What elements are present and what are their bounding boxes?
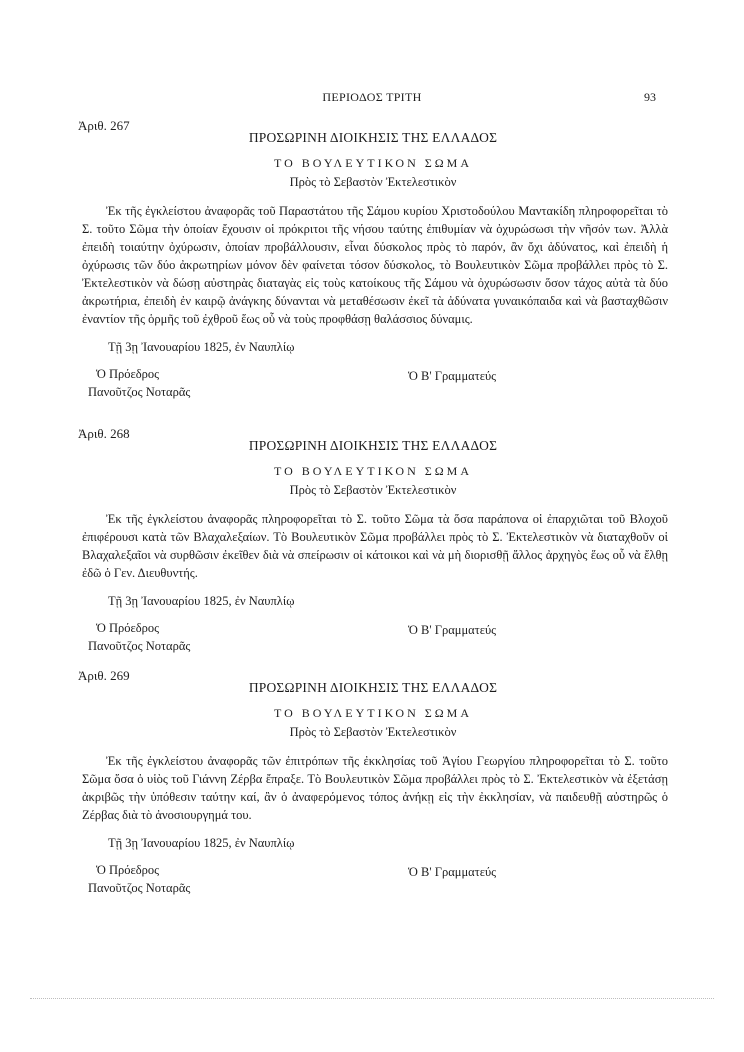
signature-block	[78, 365, 668, 405]
addressee: Πρὸς τὸ Σεβαστὸν Ἐκτελεστικὸν	[289, 175, 457, 189]
signer-role: Ὁ Πρόεδρος	[96, 863, 160, 877]
signature-secretary: Ὁ Β' Γραμματεύς	[408, 865, 497, 879]
signature-president	[88, 365, 190, 401]
document-number: Ἀριθ. 267	[78, 118, 130, 133]
signature-secretary: Ὁ Β' Γραμματεύς	[408, 369, 497, 383]
signer-role: Ὁ Πρόεδρος	[96, 367, 160, 381]
scan-edge-dots	[30, 998, 714, 999]
document-date: Τῇ 3ῃ Ἰανουαρίου 1825, ἐν Ναυπλίῳ	[108, 340, 295, 354]
signature-block	[78, 861, 668, 901]
signature-president	[88, 619, 190, 655]
signature-block	[78, 619, 668, 659]
signer-name: Πανοῦτζος Νοταρᾶς	[88, 385, 191, 399]
document-text: Ἐκ τῆς ἐγκλείστου ἀναφορᾶς πληροφορεῖται τὸ Σ. τοῦτο Σῶμα τὰ ὅσα παράπονα οἱ ἐπαρχιῶται τοῦ Βλοχοῦ ἐπιφέρουσι κατὰ τῶν Βλαχαλεξαίων. Τὸ Βουλευτικὸν Σῶμα προβάλλει πρὸς τὸ Σ. Ἐκτελεστικὸν νὰ διαταχθοῦν οἱ Βλαχαλεξαῖοι νὰ συρθῶσιν ἐκεῖθεν διὰ νὰ σπείρωσιν οἱ κάτοικοι καὶ νὰ μὴ διορισθῇ ἄλλος ἀρχηγὸς ἕως οὗ νὰ ἔλθῃ ἐδῶ ὁ Γεν. Διευθυντής.	[82, 512, 668, 580]
signer-role: Ὁ Πρόεδρος	[96, 621, 160, 635]
document-267	[78, 118, 668, 405]
document-text: Ἐκ τῆς ἐγκλείστου ἀναφορᾶς τοῦ Παραστάτου τῆς Σάμου κυρίου Χριστοδούλου Μαντακίδη πληροφορεῖται τὸ Σ. τοῦτο Σῶμα τὴν ὁποίαν ἔχουσιν οἱ πρόκριτοι τῆς νήσου ταύτης ἐπιθυμίαν νὰ ὀχυρώσωσι τὴν νῆσόν των. Ἀλλὰ ἐπειδὴ τοιαύτην ὀχύρωσιν, ὁποίαν προβάλλουσιν, εἶναι δύσκολος πρὸς τὸ παρόν, ἂν ὄχι ἀδύνατος, καὶ ἐπειδὴ ἡ ὀχύρωσις τῶν δύο ἀκρωτηρίων μόνον δὲν φαίνεται τόσον δύσκολος, τὸ Βουλευτικὸν Σῶμα προβάλλει πρὸς τὸ Σ. Ἐκτελεστικὸν νὰ δώσῃ αὐστηρὰς διαταγὰς εἰς τοὺς κατοίκους τῆς Σάμου νὰ ὀχυρώσωσιν ὅσον τάχος αὐτὰ τὰ δύο ἀκρωτήρια, ἐπειδὴ ἐν καιρῷ ἀνάγκης δύνανται νὰ μεταθέσωσιν ἐκεῖ τὰ ἀδύνατα γυναικόπαιδα καὶ νὰ βασταχθῶσιν ἐναντίον τῆς ὁρμῆς τοῦ ἐχθροῦ ἕως οὗ νὰ τοὺς προφθάσῃ θαλάσσιος δύναμις.	[82, 204, 668, 326]
document-heading: ΠΡΟΣΩΡΙΝΗ ΔΙΟΙΚΗΣΙΣ ΤΗΣ ΕΛΛΑΔΟΣ	[248, 438, 498, 453]
document-heading: ΠΡΟΣΩΡΙΝΗ ΔΙΟΙΚΗΣΙΣ ΤΗΣ ΕΛΛΑΔΟΣ	[248, 130, 498, 145]
document-number: Ἀριθ. 269	[78, 668, 130, 683]
document-text: Ἐκ τῆς ἐγκλείστου ἀναφορᾶς τῶν ἐπιτρόπων τῆς ἐκκλησίας τοῦ Ἁγίου Γεωργίου πληροφορεῖται τὸ Σ. τοῦτο Σῶμα ὅσα ὁ υἱὸς τοῦ Γιάννη Ζέρβα ἔπραξε. Τὸ Βουλευτικὸν Σῶμα προβάλλει πρὸς τὸ Σ. Ἐκτελεστικὸν νὰ ἐξετάσῃ ἀκριβῶς τὴν ὑπόθεσιν ταύτην καί, ἂν ὁ ἀναφερόμενος τόπος ἀνήκῃ εἰς τὴν ἐκκλησίαν, νὰ παιδευθῇ αὐστηρῶς ὁ Ζέρβας διὰ τὸ ἀνοσιουργημά του.	[82, 754, 668, 822]
document-date: Τῇ 3ῃ Ἰανουαρίου 1825, ἐν Ναυπλίῳ	[108, 594, 295, 608]
issuing-body: ΤΟ ΒΟΥΛΕΥΤΙΚΟΝ ΣΩΜΑ	[274, 706, 472, 720]
signature-president	[88, 861, 190, 897]
signature-secretary: Ὁ Β' Γραμματεύς	[408, 623, 497, 637]
addressee: Πρὸς τὸ Σεβαστὸν Ἐκτελεστικὸν	[289, 483, 457, 497]
signer-name: Πανοῦτζος Νοταρᾶς	[88, 639, 191, 653]
document-number: Ἀριθ. 268	[78, 426, 130, 441]
issuing-body: ΤΟ ΒΟΥΛΕΥΤΙΚΟΝ ΣΩΜΑ	[274, 464, 472, 478]
issuing-body: ΤΟ ΒΟΥΛΕΥΤΙΚΟΝ ΣΩΜΑ	[274, 156, 472, 170]
document-269	[78, 668, 668, 901]
running-head: ΠΕΡΙΟΔΟΣ ΤΡΙΤΗ	[322, 90, 422, 104]
addressee: Πρὸς τὸ Σεβαστὸν Ἐκτελεστικὸν	[289, 725, 457, 739]
page-number: 93	[644, 90, 656, 104]
document-date: Τῇ 3ῃ Ἰανουαρίου 1825, ἐν Ναυπλίῳ	[108, 836, 295, 850]
document-heading: ΠΡΟΣΩΡΙΝΗ ΔΙΟΙΚΗΣΙΣ ΤΗΣ ΕΛΛΑΔΟΣ	[248, 680, 498, 695]
signer-name: Πανοῦτζος Νοταρᾶς	[88, 881, 191, 895]
document-268	[78, 426, 668, 659]
